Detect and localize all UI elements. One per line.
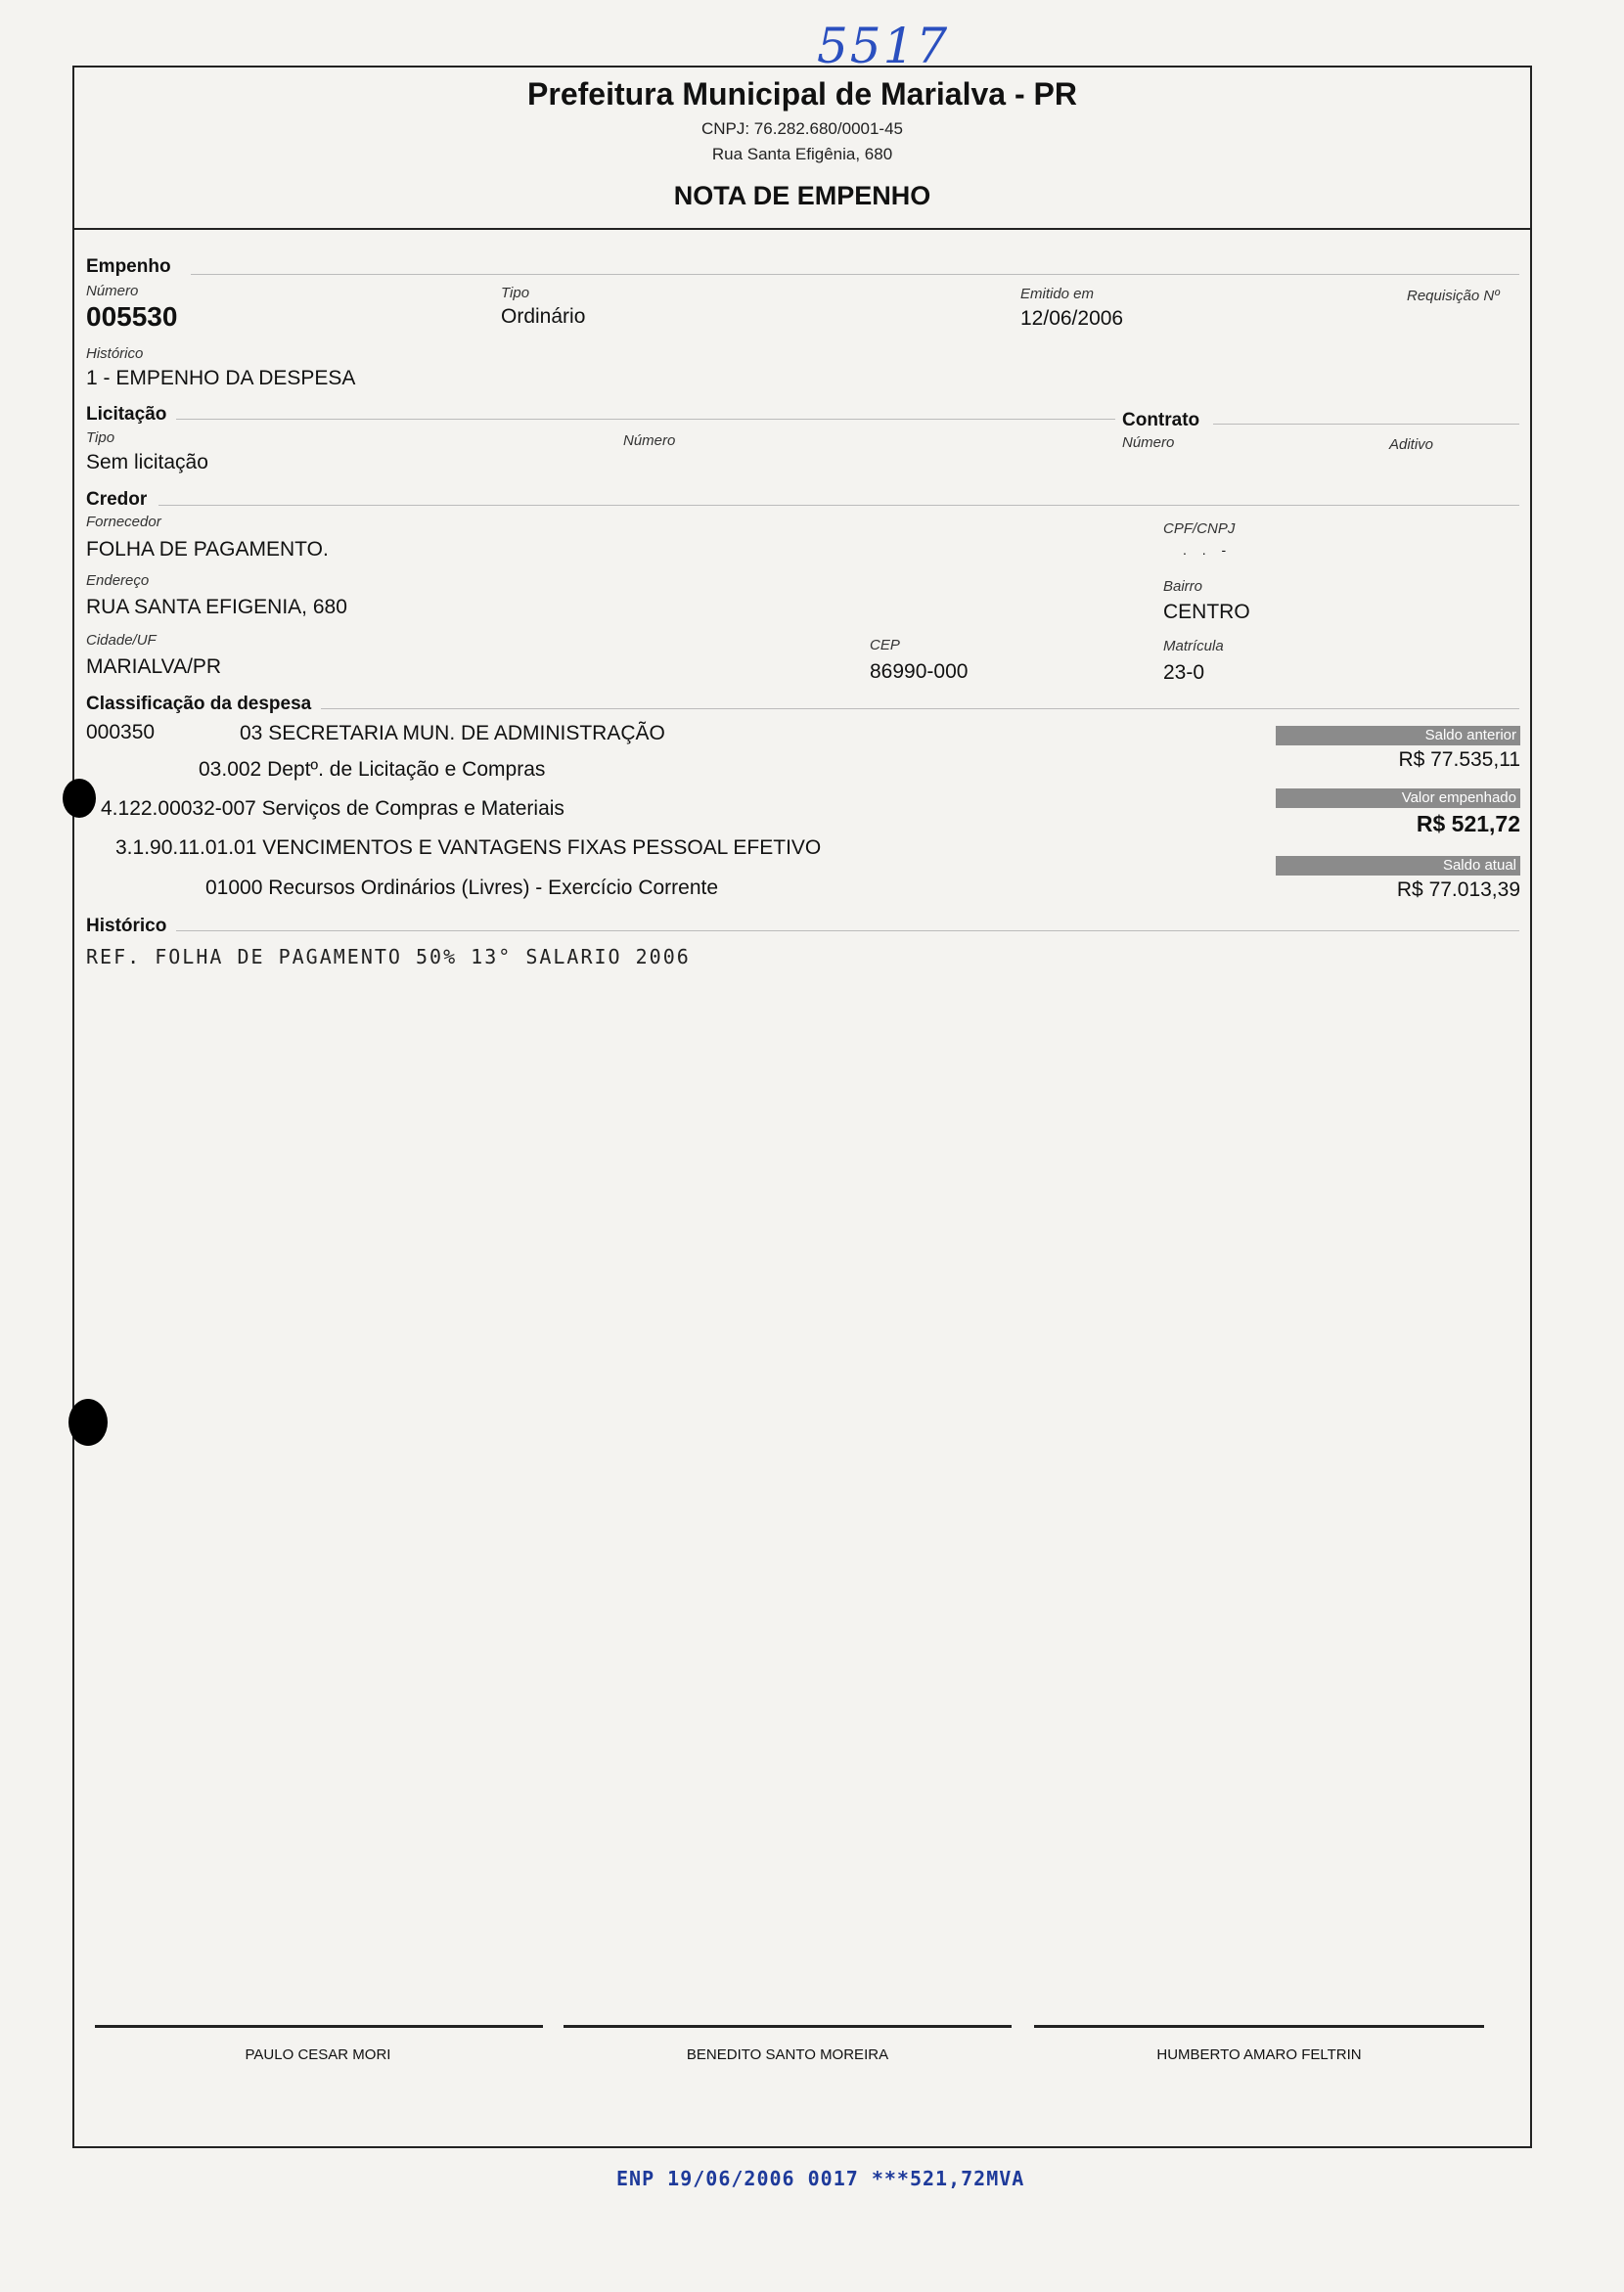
contrato-aditivo-label: Aditivo [1389, 436, 1434, 453]
classificacao-section-title: Classificação da despesa [86, 694, 312, 714]
elemento-text: 3.1.90.11.01.01 VENCIMENTOS E VANTAGENS FIXAS PESSOAL EFETIVO [115, 836, 822, 859]
programa-text: 4.122.00032-007 Serviços de Compras e Materiais [101, 797, 564, 820]
saldo-atual-label: Saldo atual [1276, 856, 1520, 876]
cep-label: CEP [870, 637, 900, 653]
licitacao-section-title: Licitação [86, 404, 167, 425]
cep-value: 86990-000 [870, 660, 969, 683]
historico-text: REF. FOLHA DE PAGAMENTO 50% 13° SALARIO 2006 [86, 945, 691, 968]
document-title: NOTA DE EMPENHO [673, 181, 931, 210]
emitido-date: 12/06/2006 [1020, 307, 1124, 330]
empenho-tipo-label: Tipo [501, 285, 530, 301]
saldo-atual-value: R$ 77.013,39 [1396, 878, 1520, 901]
contrato-rule [1213, 424, 1519, 425]
address-text: Rua Santa Efigênia, 680 [711, 145, 893, 163]
signature-name-3: HUMBERTO AMARO FELTRIN [1156, 2046, 1362, 2063]
requisicao-label: Requisição Nº [1407, 288, 1500, 304]
municipality-title: Prefeitura Municipal de Marialva - PR [527, 76, 1077, 112]
contrato-numero-label: Número [1122, 434, 1175, 451]
empenho-historico: 1 - EMPENHO DA DESPESA [86, 367, 356, 389]
cpf-value: . . - [1183, 542, 1233, 558]
classificacao-rule [321, 708, 1519, 709]
saldo-anterior-value: R$ 77.535,11 [1398, 748, 1520, 771]
fornecedor-value: FOLHA DE PAGAMENTO. [86, 538, 329, 561]
cidade-label: Cidade/UF [86, 632, 157, 649]
header-divider [72, 228, 1532, 230]
matricula-value: 23-0 [1163, 661, 1205, 684]
signature-line-2 [564, 2025, 1012, 2028]
page-number-stamp: 5517 [817, 18, 950, 74]
punch-hole-mark-top [63, 779, 96, 818]
empenho-historico-label: Histórico [86, 345, 144, 362]
credor-rule [158, 505, 1519, 506]
bairro-label: Bairro [1163, 578, 1203, 595]
recurso-text: 01000 Recursos Ordinários (Livres) - Exercício Corrente [205, 876, 719, 899]
saldo-anterior-label: Saldo anterior [1276, 726, 1520, 745]
matricula-label: Matrícula [1163, 638, 1224, 654]
endereco-label: Endereço [86, 572, 150, 589]
fornecedor-label: Fornecedor [86, 514, 161, 530]
empenho-numero-label: Número [86, 283, 139, 299]
emitido-label: Emitido em [1020, 286, 1095, 302]
licitacao-rule [176, 419, 1115, 420]
empenho-numero: 005530 [86, 301, 178, 332]
contrato-section-title: Contrato [1122, 410, 1200, 430]
secretaria-text: 03 SECRETARIA MUN. DE ADMINISTRAÇÃO [240, 722, 665, 744]
empenho-rule [191, 274, 1519, 275]
licitacao-numero-label: Número [623, 432, 676, 449]
classificacao-code: 000350 [86, 721, 156, 743]
historico-rule [176, 930, 1519, 931]
signature-line-3 [1034, 2025, 1484, 2028]
cnpj-text: CNPJ: 76.282.680/0001-45 [700, 119, 904, 138]
historico-section-title: Histórico [86, 916, 167, 936]
empenho-tipo: Ordinário [501, 305, 586, 328]
signature-name-2: BENEDITO SANTO MOREIRA [686, 2046, 889, 2063]
cpf-label: CPF/CNPJ [1163, 520, 1236, 537]
signature-line-1 [95, 2025, 543, 2028]
valor-empenhado-value: R$ 521,72 [1416, 811, 1520, 836]
footer-validation-stamp: ENP 19/06/2006 0017 ***521,72MVA [616, 2167, 1025, 2190]
endereco-value: RUA SANTA EFIGENIA, 680 [86, 596, 347, 618]
valor-empenhado-label: Valor empenhado [1276, 788, 1520, 808]
departamento-text: 03.002 Deptº. de Licitação e Compras [199, 758, 546, 781]
empenho-section-title: Empenho [86, 256, 171, 277]
credor-section-title: Credor [86, 489, 148, 510]
signature-name-1: PAULO CESAR MORI [245, 2046, 391, 2063]
punch-hole-mark-bottom [68, 1399, 108, 1446]
cidade-value: MARIALVA/PR [86, 655, 222, 678]
bairro-value: CENTRO [1163, 601, 1250, 623]
licitacao-tipo: Sem licitação [86, 451, 208, 473]
licitacao-tipo-label: Tipo [86, 429, 115, 446]
